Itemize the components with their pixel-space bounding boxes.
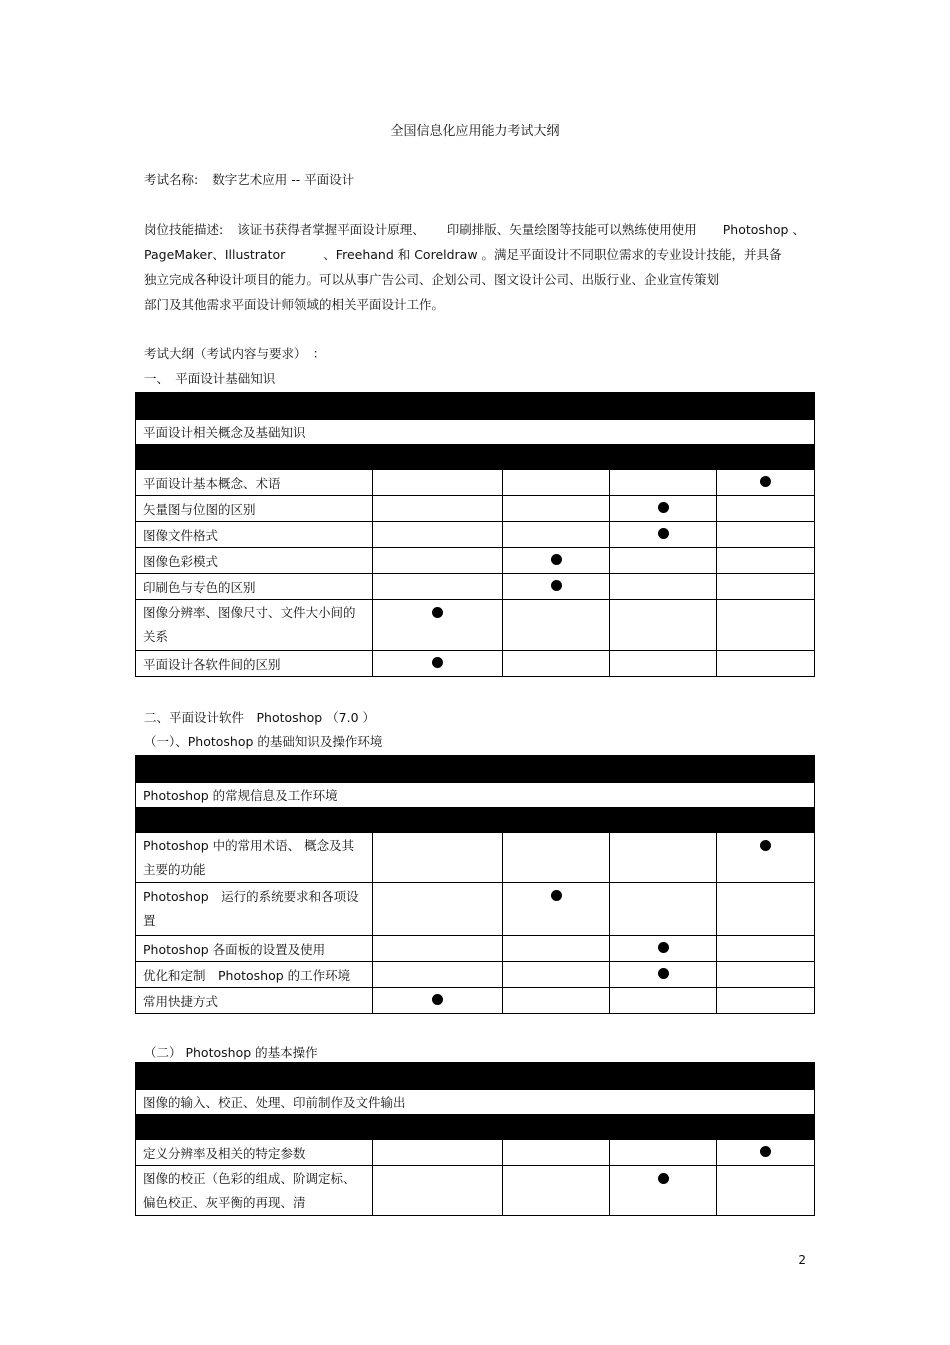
level-dot [760, 840, 771, 851]
level-cell-1 [373, 651, 503, 677]
level-cell-1 [373, 470, 503, 496]
level-cell-4 [717, 988, 815, 1014]
level-cell-4 [717, 548, 815, 574]
level-cell-4 [717, 883, 815, 936]
level-cell-2 [503, 470, 610, 496]
level-cell-2 [503, 496, 610, 522]
level-cell-4 [717, 651, 815, 677]
level-dot [658, 968, 669, 979]
level-cell-1 [373, 988, 503, 1014]
row-label: Photoshop 各面板的设置及使用 [136, 936, 373, 962]
description-label: 岗位技能描述: [144, 222, 224, 237]
level-dot [658, 528, 669, 539]
level-cell-1 [373, 833, 503, 883]
level-cell-1 [373, 600, 503, 651]
level-cell-4 [717, 522, 815, 548]
table-row [136, 833, 815, 883]
level-cell-4 [717, 496, 815, 522]
table-row [136, 522, 815, 548]
level-cell-2 [503, 988, 610, 1014]
table-row [136, 988, 815, 1014]
level-cell-1 [373, 883, 503, 936]
level-cell-2 [503, 833, 610, 883]
table-row [136, 1166, 815, 1216]
table-row [136, 962, 815, 988]
level-dot [551, 554, 562, 565]
row-label: 矢量图与位图的区别 [136, 496, 373, 522]
section2-sub1-heading: （一）、Photoshop 的基础知识及操作环境 [144, 734, 383, 749]
level-cell-1 [373, 574, 503, 600]
category-cell: Photoshop 的常规信息及工作环境 [136, 783, 815, 808]
level-cell-2 [503, 962, 610, 988]
level-cell-3 [610, 548, 717, 574]
level-cell-4 [717, 470, 815, 496]
table-row [136, 600, 815, 651]
level-cell-2 [503, 574, 610, 600]
level-cell-2 [503, 1140, 610, 1166]
level-cell-4 [717, 574, 815, 600]
outline-heading: 考试大纲（考试内容与要求） ： [144, 346, 326, 361]
table-header-row [136, 756, 815, 783]
level-cell-1 [373, 548, 503, 574]
level-cell-1 [373, 522, 503, 548]
level-dot [658, 502, 669, 513]
level-cell-3 [610, 883, 717, 936]
section2-sub1-table [135, 755, 815, 1014]
level-cell-3 [610, 962, 717, 988]
row-label: 优化和定制 Photoshop 的工作环境 [136, 962, 373, 988]
level-cell-2 [503, 548, 610, 574]
row-label: Photoshop 运行的系统要求和各项设置 [136, 883, 373, 936]
table-category-row [136, 1090, 815, 1115]
category-cell: 平面设计相关概念及基础知识 [136, 420, 815, 445]
table-category-row [136, 420, 815, 445]
table-category-row [136, 783, 815, 808]
description-text: 印刷排版、矢量绘图等技能可以熟练使用使用 [446, 222, 697, 237]
description-text: 该证书获得者掌握平面设计原理、 [237, 222, 425, 237]
level-cell-3 [610, 936, 717, 962]
category-cell: 图像的输入、校正、处理、印前制作及文件输出 [136, 1090, 815, 1115]
level-cell-4 [717, 1140, 815, 1166]
level-dot [760, 476, 771, 487]
table-header-row [136, 1063, 815, 1090]
row-label: 图像色彩模式 [136, 548, 373, 574]
table-row [136, 548, 815, 574]
level-cell-3 [610, 833, 717, 883]
level-cell-2 [503, 883, 610, 936]
level-dot [658, 1173, 669, 1184]
level-cell-2 [503, 600, 610, 651]
table-level-header-row [136, 1115, 815, 1140]
level-cell-4 [717, 1166, 815, 1216]
level-cell-3 [610, 988, 717, 1014]
description-line-3: 独立完成各种设计项目的能力。可以从事广告公司、企划公司、图文设计公司、出版行业、企业宣传策划 [144, 272, 720, 287]
table-row [136, 936, 815, 962]
level-cell-1 [373, 936, 503, 962]
table-level-header-row [136, 445, 815, 470]
level-cell-3 [610, 470, 717, 496]
row-label: 图像文件格式 [136, 522, 373, 548]
description-line-2 [144, 245, 782, 263]
level-cell-3 [610, 574, 717, 600]
level-cell-1 [373, 496, 503, 522]
row-label: 图像的校正（色彩的组成、阶调定标、偏色校正、灰平衡的再现、清 [136, 1166, 373, 1216]
section2-sub2-heading: （二） Photoshop 的基本操作 [144, 1045, 318, 1060]
level-cell-1 [373, 962, 503, 988]
level-dot [658, 942, 669, 953]
table-row [136, 470, 815, 496]
level-dot [760, 1146, 771, 1157]
table-row [136, 883, 815, 936]
description-text: PageMaker、Illustrator [144, 247, 286, 262]
row-label: 平面设计各软件间的区别 [136, 651, 373, 677]
description-text: Photoshop 、 [722, 222, 805, 237]
row-label: Photoshop 中的常用术语、 概念及其主要的功能 [136, 833, 373, 883]
level-cell-2 [503, 651, 610, 677]
level-cell-4 [717, 962, 815, 988]
level-dot [551, 580, 562, 591]
level-cell-4 [717, 600, 815, 651]
level-cell-4 [717, 936, 815, 962]
level-cell-2 [503, 1166, 610, 1216]
row-label: 平面设计基本概念、术语 [136, 470, 373, 496]
level-cell-1 [373, 1166, 503, 1216]
section2-sub2-table [135, 1062, 815, 1216]
table-level-header-row [136, 808, 815, 833]
level-dot [551, 890, 562, 901]
exam-name [144, 170, 354, 188]
level-cell-2 [503, 522, 610, 548]
row-label: 图像分辨率、图像尺寸、文件大小间的关系 [136, 600, 373, 651]
level-cell-3 [610, 1140, 717, 1166]
table-row [136, 651, 815, 677]
level-cell-1 [373, 1140, 503, 1166]
level-cell-3 [610, 651, 717, 677]
table-row [136, 574, 815, 600]
description-line-1 [144, 220, 805, 238]
exam-name-value: 数字艺术应用 -- 平面设计 [212, 172, 355, 187]
page-number: 2 [798, 1253, 806, 1267]
level-dot [432, 607, 443, 618]
level-cell-3 [610, 600, 717, 651]
section1-heading: 一、 平面设计基础知识 [144, 371, 276, 386]
table-row [136, 1140, 815, 1166]
level-cell-4 [717, 833, 815, 883]
level-dot [432, 994, 443, 1005]
level-cell-3 [610, 496, 717, 522]
section2-heading: 二、平面设计软件 Photoshop （7.0 ） [144, 710, 376, 725]
level-dot [432, 657, 443, 668]
description-text: 、Freehand 和 Coreldraw 。满足平面设计不同职位需求的专业设计技能，并具备 [323, 247, 782, 262]
level-cell-2 [503, 936, 610, 962]
description-line-4: 部门及其他需求平面设计师领域的相关平面设计工作。 [144, 297, 445, 312]
level-cell-3 [610, 1166, 717, 1216]
row-label: 印刷色与专色的区别 [136, 574, 373, 600]
table-header-row [136, 393, 815, 420]
level-cell-3 [610, 522, 717, 548]
row-label: 常用快捷方式 [136, 988, 373, 1014]
page-title: 全国信息化应用能力考试大纲 [390, 124, 560, 139]
row-label: 定义分辨率及相关的特定参数 [136, 1140, 373, 1166]
exam-name-label: 考试名称: [144, 172, 199, 187]
section1-table [135, 392, 815, 677]
table-row [136, 496, 815, 522]
